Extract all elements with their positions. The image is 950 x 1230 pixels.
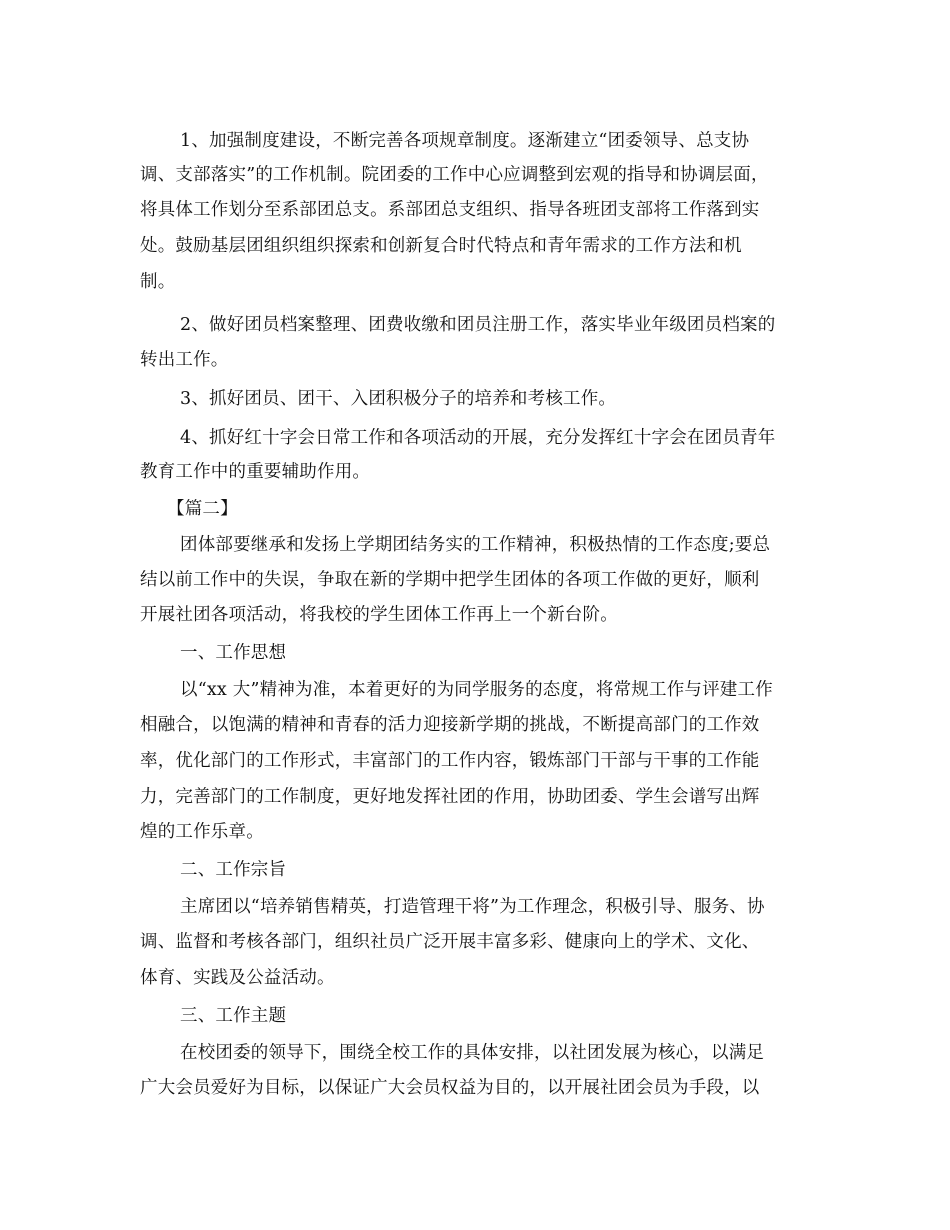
text-line: 体育、实践及公益活动。 <box>140 968 335 988</box>
section-heading: 三、工作主题 <box>180 1006 287 1026</box>
text-line: 广大会员爱好为目标，以保证广大会员权益为目的，以开展社团会员为手段，以 <box>140 1078 760 1098</box>
text-line: 在校团委的领导下，围绕全校工作的具体安排，以社团发展为核心，以满足 <box>180 1043 765 1063</box>
text-line: 调、支部落实”的工作机制。院团委的工作中心应调整到宏观的指导和协调层面， <box>140 165 769 185</box>
text-line: 以“xx 大”精神为准，本着更好的为同学服务的态度，将常规工作与评建工作 <box>180 680 773 700</box>
text-line: 团体部要继承和发扬上学期团结务实的工作精神，积极热情的工作态度;要总 <box>180 535 771 555</box>
section-heading: 【篇二】 <box>167 499 238 519</box>
text-line: 开展社团各项活动，将我校的学生团体工作再上一个新台阶。 <box>140 605 618 625</box>
text-line: 制。 <box>140 272 176 292</box>
text-line: 相融合，以饱满的精神和青春的活力迎接新学期的挑战，不断提高部门的工作效 <box>140 715 760 735</box>
text-line: 1、加强制度建设，不断完善各项规章制度。逐渐建立“团委领导、总支协 <box>180 131 750 151</box>
text-line: 2、做好团员档案整理、团费收缴和团员注册工作，落实毕业年级团员档案的 <box>180 315 776 335</box>
text-line: 力，完善部门的工作制度，更好地发挥社团的作用，协助团委、学生会谱写出辉 <box>140 787 760 807</box>
text-line: 结以前工作中的失误，争取在新的学期中把学生团体的各项工作做的更好，顺利 <box>140 570 760 590</box>
text-line: 煌的工作乐章。 <box>140 822 264 842</box>
section-heading: 二、工作宗旨 <box>180 860 287 880</box>
section-heading: 一、工作思想 <box>180 643 287 663</box>
text-line: 教育工作中的重要辅助作用。 <box>140 462 371 482</box>
text-line: 将具体工作划分至系部团总支。系部团总支组织、指导各班团支部将工作落到实 <box>140 200 760 220</box>
text-line: 率，优化部门的工作形式，丰富部门的工作内容，锻炼部门干部与干事的工作能 <box>140 751 760 771</box>
text-line: 主席团以“培养销售精英，打造管理干将”为工作理念，积极引导、服务、协 <box>180 897 765 917</box>
text-line: 4、抓好红十字会日常工作和各项活动的开展，充分发挥红十字会在团员青年 <box>180 428 776 448</box>
text-line: 转出工作。 <box>140 350 229 370</box>
text-line: 调、监督和考核各部门，组织社员广泛开展丰富多彩、健康向上的学术、文化、 <box>140 932 760 952</box>
text-line: 3、抓好团员、团干、入团积极分子的培养和考核工作。 <box>180 389 617 409</box>
text-line: 处。鼓励基层团组织组织探索和创新复合时代特点和青年需求的工作方法和机 <box>140 236 742 256</box>
